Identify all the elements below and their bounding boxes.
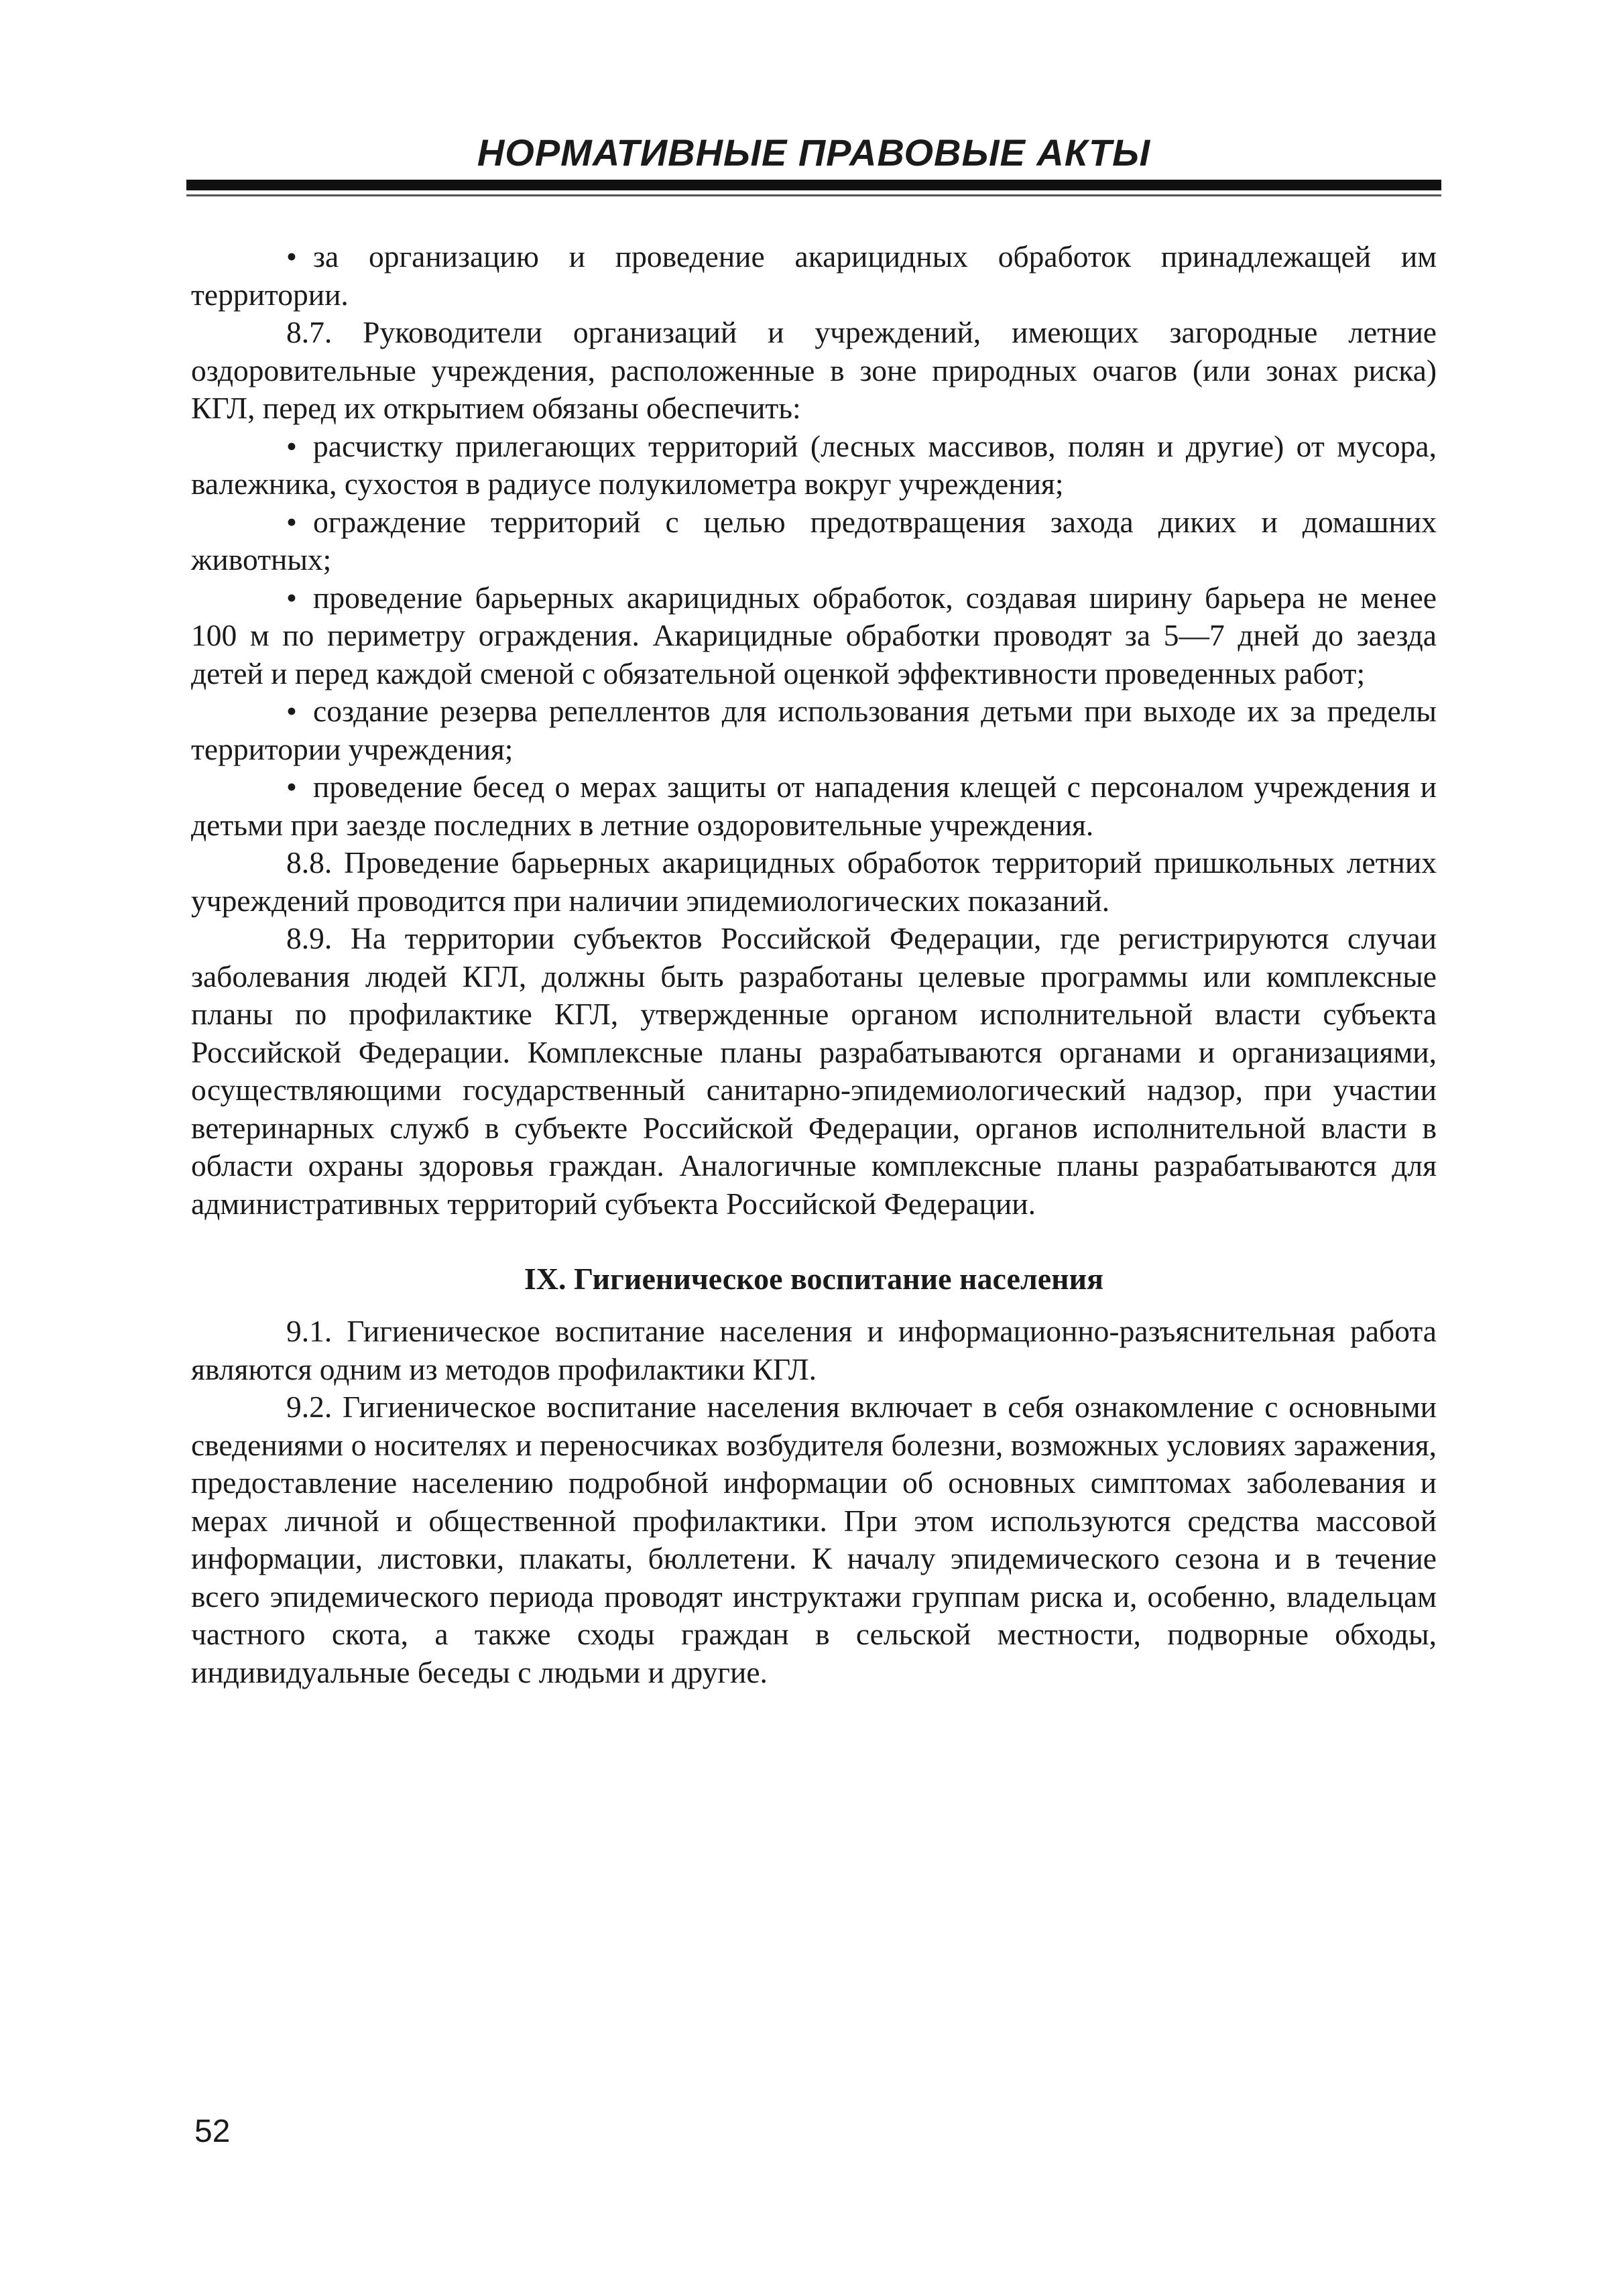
bullet-icon: • <box>286 580 297 615</box>
bullet-item <box>191 579 1437 693</box>
running-header <box>186 131 1441 196</box>
document-body <box>191 238 1437 1691</box>
bullet-icon: • <box>286 504 297 539</box>
paragraph: 9.2. Гигиеническое воспитание населения включает в себя ознакомление с основными сведениями о носителях и переносчиках возбудителя болезни, возможных условиях заражения, предоставление населению подробной информации об основных симптомах заболевания и мерах личной и общественной профилактики. При этом используются средства массовой информации, листовки, плакаты, бюллетени. К началу эпидемического сезона и в течение всего эпидемического периода проводят инструктажи группам риска и, особенно, владельцам частного скота, а также сходы граждан в сельской местности, подворные обходы, индивидуальные беседы с людьми и другие. <box>191 1390 1437 1689</box>
bullet-item <box>191 428 1437 503</box>
paragraph: 8.7. Руководители организаций и учреждений, имеющих загородные летние оздоровительные учреждения, расположенные в зоне природных очагов (или зонах риска) КГЛ, перед их открытием обязаны обеспечить: <box>191 315 1437 425</box>
bullet-text: создание резерва репеллентов для использования детьми при выходе их за пределы территории учреждения; <box>191 694 1437 766</box>
paragraph: 8.8. Проведение барьерных акарицидных обработок территорий пришкольных летних учреждений проводится при наличии эпидемиологических показаний. <box>191 845 1437 918</box>
bullet-item <box>191 238 1437 314</box>
bullet-icon: • <box>286 694 297 728</box>
bullet-text: за организацию и проведение акарицидных обработок принадлежащей им территории. <box>191 239 1437 312</box>
running-header-title: НОРМАТИВНЫЕ ПРАВОВЫЕ АКТЫ <box>477 131 1151 174</box>
bullet-text: проведение бесед о мерах защиты от нападения клещей с персоналом учреждения и детьми при заезде последних в летние оздоровительные учреждения. <box>191 770 1437 842</box>
bullet-icon: • <box>286 239 297 274</box>
header-rule <box>186 180 1441 190</box>
bullet-item <box>191 692 1437 768</box>
bullet-text: проведение барьерных акарицидных обработок, создавая ширину барьера не менее 100 м по периметру ограждения. Акарицидные обработки проводят за 5—7 дней до заезда детей и перед каждой сменой с обязательной оценкой эффективности проведенных работ; <box>191 580 1437 690</box>
page-number: 52 <box>194 2114 231 2149</box>
bullet-icon: • <box>286 428 297 463</box>
bullet-item <box>191 503 1437 579</box>
bullet-text: ограждение территорий с целью предотвращения захода диких и домашних животных; <box>191 504 1437 577</box>
bullet-icon: • <box>286 770 297 804</box>
section-heading: IX. Гигиеническое воспитание населения <box>524 1262 1104 1296</box>
paragraph: 9.1. Гигиеническое воспитание населения и информационно-разъяснительная работа являются одним из методов профилактики КГЛ. <box>191 1314 1437 1386</box>
paragraph: 8.9. На территории субъектов Российской Федерации, где регистрируются случаи заболевания людей КГЛ, должны быть разработаны целевые программы или комплексные планы по профилактике КГЛ, утвержденные органом исполнительной власти субъекта Российской Федерации. Комплексные планы разрабатываются органами и организациями, осуществляющими государственный санитарно-эпидемиологический надзор, при участии ветеринарных служб в субъекте Российской Федерации, органов исполнительной власти в области охраны здоровья граждан. Аналогичные комплексные планы разрабатываются для административных территорий субъекта Российской Федерации. <box>191 921 1437 1221</box>
header-rule-thin <box>186 194 1441 196</box>
bullet-item <box>191 768 1437 844</box>
bullet-text: расчистку прилегающих территорий (лесных массивов, полян и другие) от мусора, валежника, сухостоя в радиусе полукилометра вокруг учреждения; <box>191 428 1437 501</box>
